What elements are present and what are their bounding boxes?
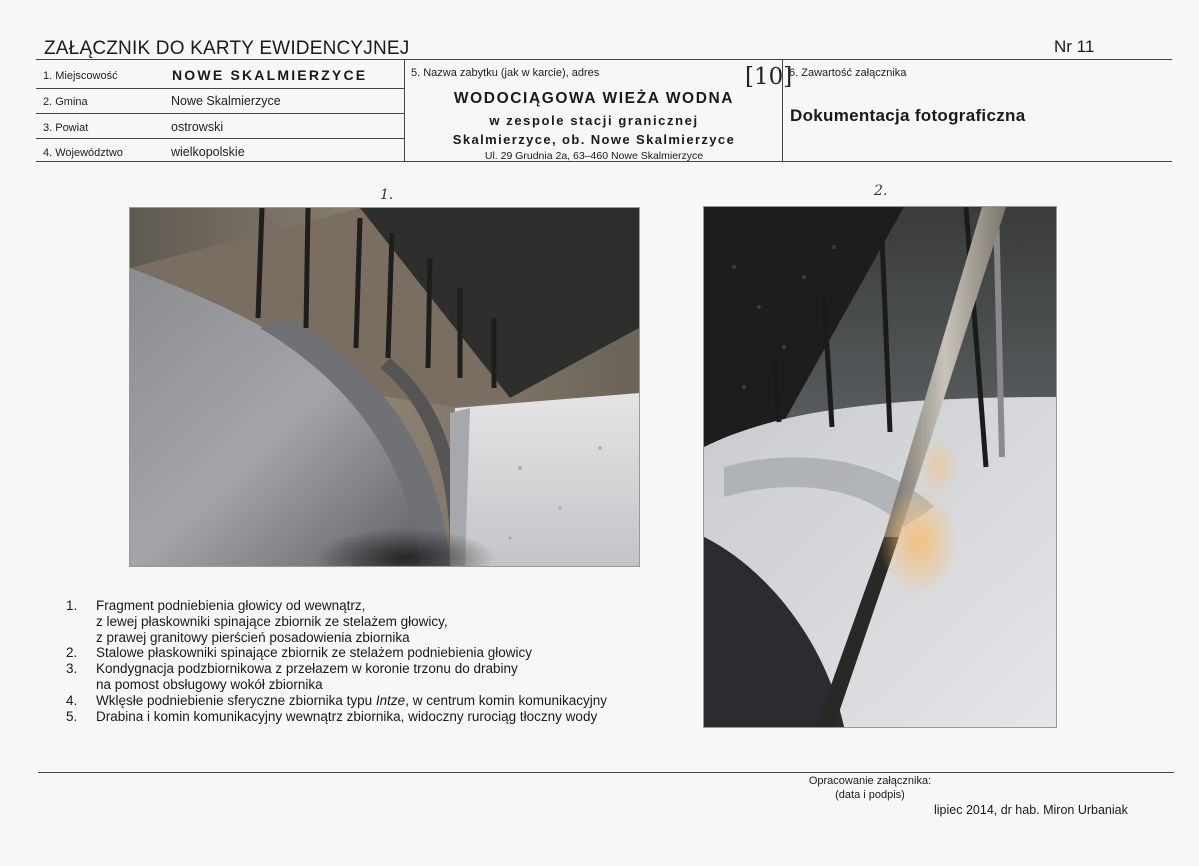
caption-text: Drabina i komin komunikacyjny wewnątrz zbiornika, widoczny rurociąg tłoczny wody — [96, 708, 598, 724]
powiat-value: ostrowski — [171, 120, 224, 134]
photo-captions — [66, 598, 706, 724]
photo-2 — [703, 206, 1057, 728]
caption-item — [66, 598, 706, 614]
caption-item — [66, 693, 706, 709]
miejscowosc-value: NOWE SKALMIERZYCE — [172, 67, 368, 83]
caption-item — [66, 709, 706, 725]
wojewodztwo-value: wielkopolskie — [171, 145, 245, 159]
caption-number: 4. — [66, 692, 78, 708]
caption-text: Fragment podniebienia głowicy od wewnątrz, — [96, 598, 366, 613]
document-title: ZAŁĄCZNIK DO KARTY EWIDENCYJNEJ — [44, 38, 410, 59]
caption-number: 5. — [66, 708, 78, 724]
prepared-label: Opracowanie załącznika: — [808, 775, 932, 787]
content-value: Dokumentacja fotograficzna — [790, 106, 1026, 125]
caption-item — [66, 661, 706, 677]
row-divider — [36, 88, 404, 89]
caption-item — [66, 645, 706, 661]
caption-text-part: , w centrum komin komunikacyjny — [405, 692, 608, 708]
photo-2-number: 2. — [874, 183, 888, 199]
wojewodztwo-label: 4. Województwo — [43, 147, 123, 159]
photo-2-image — [704, 207, 1056, 727]
gmina-label: 2. Gmina — [43, 96, 88, 108]
gmina-value: Nowe Skalmierzyce — [171, 94, 281, 108]
monument-location: Skalmierzyce, ob. Nowe Skalmierzyce — [452, 132, 736, 147]
caption-number: 1. — [66, 598, 78, 613]
caption-text: Kondygnacja podzbiornikowa z przełazem w koronie trzonu do drabiny — [96, 661, 518, 677]
content-label: 6. Zawartość załącznika — [789, 67, 907, 79]
caption-number: 3. — [66, 661, 78, 677]
header-top-rule — [36, 59, 1172, 60]
document-number: Nr 11 — [1054, 37, 1095, 56]
photo-1 — [129, 207, 640, 567]
monument-name: WODOCIĄGOWA WIEŻA WODNA — [453, 90, 735, 107]
photo-1-image — [130, 208, 639, 566]
caption-text — [96, 693, 706, 709]
signature: lipiec 2014, dr hab. Miron Urbaniak — [934, 803, 1128, 817]
column-divider — [404, 59, 405, 162]
caption-emphasis: Intze — [375, 692, 406, 708]
powiat-label: 3. Powiat — [43, 122, 89, 134]
monument-subtitle: w zespole stacji granicznej — [489, 113, 699, 128]
row-divider — [36, 113, 404, 114]
footer-rule — [38, 772, 1174, 773]
monument-label: 5. Nazwa zabytku (jak w karcie), adres — [411, 67, 600, 79]
caption-continuation: z prawej granitowy pierścień posadowienia zbiornika — [96, 629, 410, 645]
date-sign-label: (data i podpis) — [835, 789, 905, 801]
caption-continuation: na pomost obsługowy wokół zbiornika — [96, 676, 323, 692]
photo-1-number: 1. — [380, 187, 394, 203]
caption-number: 2. — [66, 645, 78, 661]
row-divider — [36, 138, 404, 139]
reference-mark: [10] — [745, 64, 793, 90]
monument-address: Ul. 29 Grudnia 2a, 63–460 Nowe Skalmierzyce — [484, 150, 704, 162]
caption-text-part: Wklęsłe podniebienie sferyczne zbiornika typu — [96, 692, 376, 708]
caption-text: Stalowe płaskowniki spinające zbiornik ze stelażem podniebienia głowicy — [96, 645, 532, 661]
caption-continuation: z lewej płaskowniki spinające zbiornik ze stelażem głowicy, — [96, 613, 448, 629]
miejscowosc-label: 1. Miejscowość — [43, 70, 118, 82]
